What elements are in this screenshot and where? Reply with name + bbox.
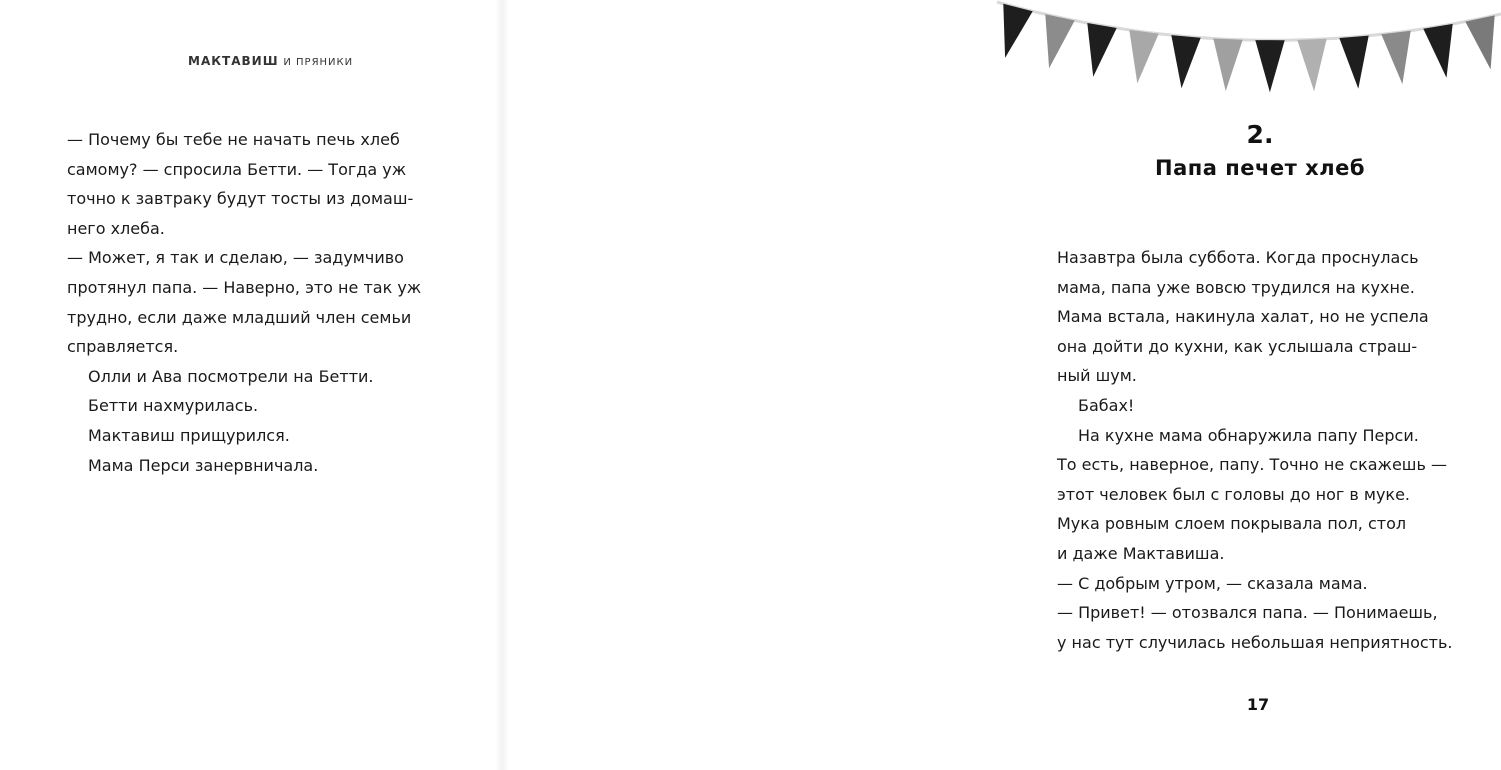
bunting-flag — [1003, 4, 1032, 58]
bunting-flag — [1087, 23, 1116, 77]
text-line: — Может, я так и сделаю, — задумчиво — [67, 248, 404, 268]
chapter-title: Папа печет хлеб — [1155, 156, 1365, 180]
text-line: — Привет! — отозвался папа. — Понимаешь, — [1057, 603, 1438, 623]
bunting-flag — [1297, 39, 1326, 92]
bunting-flag — [1171, 35, 1200, 88]
chapter-heading — [1100, 118, 1420, 184]
running-head-subtitle: И ПРЯНИКИ — [283, 57, 354, 68]
right-page — [500, 0, 1453, 770]
bunting-flag — [1339, 36, 1368, 89]
text-line: Мама Перси занервничала. — [88, 455, 319, 475]
bunting-flag — [1213, 39, 1242, 92]
bunting-flag — [1465, 15, 1494, 69]
bunting-decoration — [997, 0, 1501, 110]
text-line: Мама встала, накинула халат, но не успела — [1057, 307, 1429, 327]
bunting-flag — [1255, 40, 1284, 92]
text-line: него хлеба. — [67, 218, 165, 238]
page-number: 17 — [1246, 695, 1270, 714]
running-head-title: МАКТАВИШ — [188, 54, 279, 68]
running-head — [188, 54, 354, 68]
text-line: этот человек был с головы до ног в муке. — [1057, 484, 1411, 504]
text-line: То есть, наверное, папу. Точно не скажешь — — [1057, 455, 1447, 475]
text-line: — Почему бы тебе не начать печь хлеб — [67, 130, 400, 149]
text-line: протянул папа. — Наверно, это не так уж — [67, 277, 422, 297]
text-line: Мука ровным слоем покрывала пол, стол — [1057, 514, 1407, 534]
text-line: — С добрым утром, — сказала мама. — [1057, 573, 1368, 593]
text-line: точно к завтраку будут тосты из домаш- — [67, 189, 414, 209]
bunting-flag — [1381, 31, 1410, 84]
text-line: ный шум. — [1057, 366, 1137, 386]
text-line: трудно, если даже младший член семьи — [67, 307, 412, 327]
text-line: На кухне мама обнаружила папу Перси. — [1078, 425, 1419, 445]
text-line: у нас тут случилась небольшая неприятность. — [1057, 632, 1453, 652]
right-page-text — [1057, 243, 1453, 657]
text-line: она дойти до кухни, как услышала страш- — [1057, 336, 1418, 356]
bunting-flag — [1129, 30, 1158, 84]
text-line: Олли и Ава посмотрели на Бетти. — [88, 366, 374, 386]
text-line: самому? — спросила Бетти. — Тогда уж — [67, 159, 407, 179]
left-page-text — [67, 125, 439, 480]
text-line: и даже Мактавиша. — [1057, 543, 1225, 563]
text-line: справляется. — [67, 337, 179, 357]
text-line: Бетти нахмурилась. — [88, 396, 259, 416]
text-line: мама, папа уже вовсю трудился на кухне. — [1057, 277, 1415, 297]
text-line: Мактавиш прищурился. — [88, 425, 290, 445]
left-page — [0, 0, 500, 770]
bunting-flag — [1423, 24, 1452, 78]
bunting-flag — [1045, 14, 1074, 68]
chapter-number: 2. — [1246, 120, 1274, 149]
text-line: Назавтра была суббота. Когда проснулась — [1057, 248, 1419, 267]
text-line: Бабах! — [1078, 395, 1135, 415]
